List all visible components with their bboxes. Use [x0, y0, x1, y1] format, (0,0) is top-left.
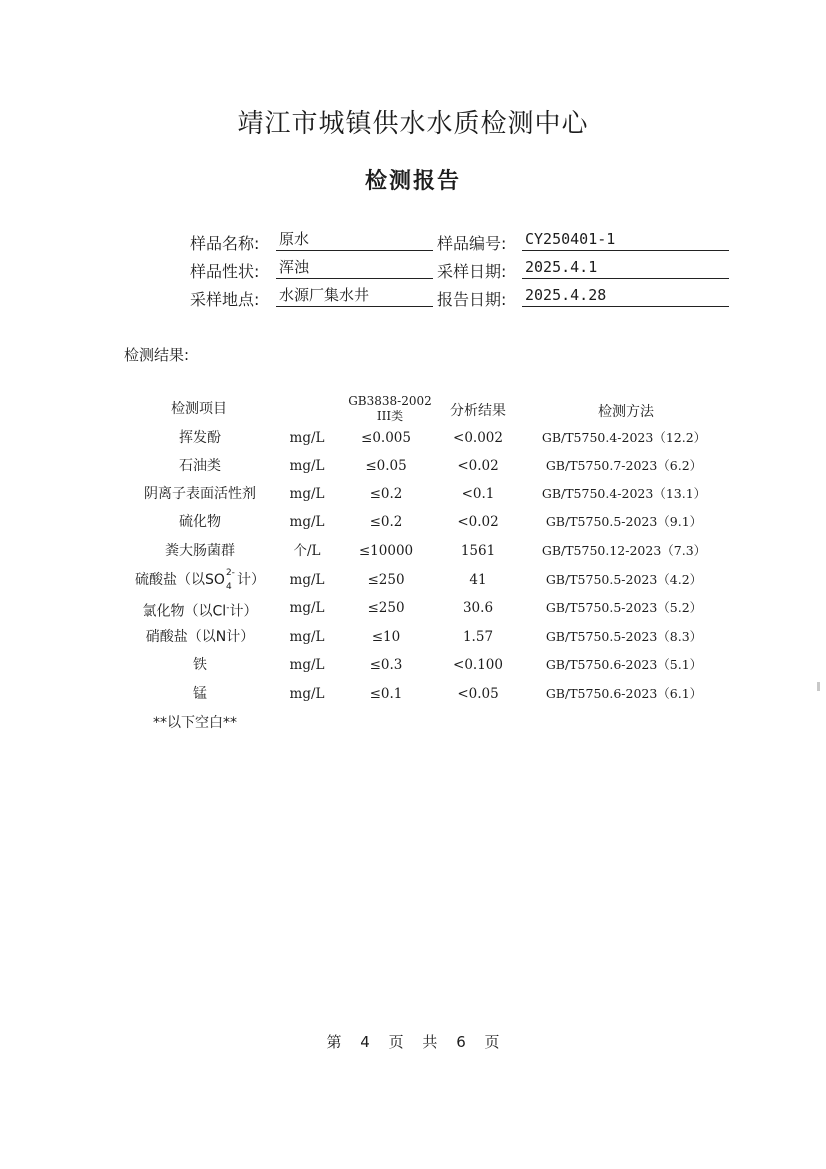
- header-standard-line2: III类: [376, 409, 404, 423]
- result: <0.1: [461, 486, 495, 502]
- item-name: [110, 570, 290, 590]
- table-row: [0, 512, 826, 536]
- item-name: 硝酸盐（以N计）: [145, 629, 255, 645]
- item-name: [110, 598, 290, 622]
- info-row-location: [0, 284, 826, 310]
- item-name: 铁: [193, 657, 207, 673]
- page-footer: [0, 1031, 826, 1052]
- result: 30.6: [462, 600, 494, 616]
- method: GB/T5750.5-2023（8.3）: [545, 629, 703, 644]
- sample-number-label: 样品编号:: [437, 234, 507, 253]
- result: <0.002: [453, 430, 503, 446]
- method: GB/T5750.5-2023（4.2）: [545, 572, 703, 587]
- header-method: 检测方法: [598, 404, 654, 420]
- result: <0.05: [457, 686, 499, 702]
- info-row-state: [0, 256, 826, 282]
- method: GB/T5750.4-2023（12.2）: [541, 430, 707, 445]
- limit: ≤0.1: [369, 686, 403, 702]
- footer-total-pages: 6: [456, 1033, 466, 1051]
- limit: ≤0.3: [369, 657, 403, 673]
- method: GB/T5750.6-2023（5.1）: [545, 657, 703, 672]
- unit: mg/L: [289, 686, 325, 702]
- report-title: 检测报告: [364, 169, 461, 194]
- result: 1561: [460, 543, 496, 559]
- report-date-label: 报告日期:: [437, 290, 507, 309]
- method: GB/T5750.5-2023（5.2）: [545, 600, 703, 615]
- table-row: [0, 570, 826, 594]
- unit: mg/L: [289, 514, 325, 530]
- item-name-suffix: 计）: [229, 603, 258, 620]
- unit: mg/L: [289, 486, 325, 502]
- item-name: 粪大肠菌群: [165, 543, 235, 559]
- limit: ≤0.005: [361, 430, 411, 446]
- sample-number-value: CY250401-1: [522, 228, 729, 251]
- table-row: [0, 484, 826, 508]
- footer-page-word: 页: [388, 1033, 404, 1051]
- table-row: [0, 428, 826, 452]
- unit: mg/L: [289, 629, 325, 645]
- method: GB/T5750.5-2023（9.1）: [545, 514, 703, 529]
- unit: mg/L: [289, 600, 325, 616]
- blank-below-note: **以下空白**: [153, 715, 237, 731]
- unit: mg/L: [289, 657, 325, 673]
- header-item: 检测项目: [171, 401, 227, 417]
- footer-total-prefix: 共: [422, 1033, 438, 1051]
- info-row-name: [0, 228, 826, 254]
- header-result: 分析结果: [450, 403, 506, 419]
- table-row: [0, 541, 826, 565]
- result: <0.100: [453, 657, 503, 673]
- unit: mg/L: [289, 430, 325, 446]
- table-row: [0, 684, 826, 708]
- header-standard: [340, 394, 440, 424]
- sampling-date-label: 采样日期:: [437, 262, 507, 281]
- table-row: [0, 655, 826, 679]
- sample-name-value: 原水: [276, 228, 433, 251]
- table-row: [0, 598, 826, 622]
- unit: mg/L: [289, 458, 325, 474]
- result: <0.02: [457, 514, 499, 530]
- item-name: 石油类: [179, 458, 221, 474]
- item-superscript: -: [226, 603, 230, 613]
- report-date-value: 2025.4.28: [522, 284, 729, 307]
- limit: ≤10000: [358, 543, 414, 559]
- result: <0.02: [457, 458, 499, 474]
- item-name: 挥发酚: [179, 430, 221, 446]
- results-label: 检测结果:: [124, 346, 190, 364]
- sampling-date-value: 2025.4.1: [522, 256, 729, 279]
- limit: ≤0.05: [365, 458, 407, 474]
- sulfate-formula-scripts: [225, 568, 237, 592]
- limit: ≤250: [367, 600, 405, 616]
- item-subscript: 4: [225, 582, 232, 592]
- item-name-suffix: 计）: [236, 572, 265, 588]
- item-name-text: 氯化物（以Cl: [142, 603, 227, 620]
- limit: ≤0.2: [369, 486, 403, 502]
- table-row: [0, 456, 826, 480]
- sampling-location-label: 采样地点:: [190, 290, 260, 309]
- item-superscript: 2-: [225, 568, 235, 578]
- result: 41: [469, 572, 487, 588]
- organization-title: 靖江市城镇供水水质检测中心: [237, 109, 589, 139]
- limit: ≤10: [371, 629, 401, 645]
- footer-page-prefix: 第: [326, 1033, 342, 1051]
- header-standard-line1: GB3838-2002: [348, 394, 432, 408]
- table-row: [0, 627, 826, 651]
- footer-total-word: 页: [484, 1033, 500, 1051]
- sample-state-value: 浑浊: [276, 256, 433, 279]
- item-name: 锰: [193, 686, 207, 702]
- item-name-text: 硫酸盐（以SO: [135, 572, 225, 588]
- method: GB/T5750.7-2023（6.2）: [545, 458, 703, 473]
- item-name: 阴离子表面活性剂: [144, 486, 256, 502]
- sample-name-label: 样品名称:: [190, 234, 260, 253]
- footer-page-number: 4: [360, 1033, 370, 1051]
- method: GB/T5750.4-2023（13.1）: [541, 486, 707, 501]
- method: GB/T5750.6-2023（6.1）: [545, 686, 703, 701]
- limit: ≤250: [367, 572, 405, 588]
- limit: ≤0.2: [369, 514, 403, 530]
- unit: mg/L: [289, 572, 325, 588]
- sampling-location-value: 水源厂集水井: [276, 284, 433, 307]
- method: GB/T5750.12-2023（7.3）: [541, 543, 707, 558]
- unit: 个/L: [293, 543, 321, 559]
- sample-state-label: 样品性状:: [190, 262, 260, 281]
- scan-edge-mark: [817, 682, 820, 691]
- item-name: 硫化物: [179, 514, 221, 530]
- result: 1.57: [462, 629, 494, 645]
